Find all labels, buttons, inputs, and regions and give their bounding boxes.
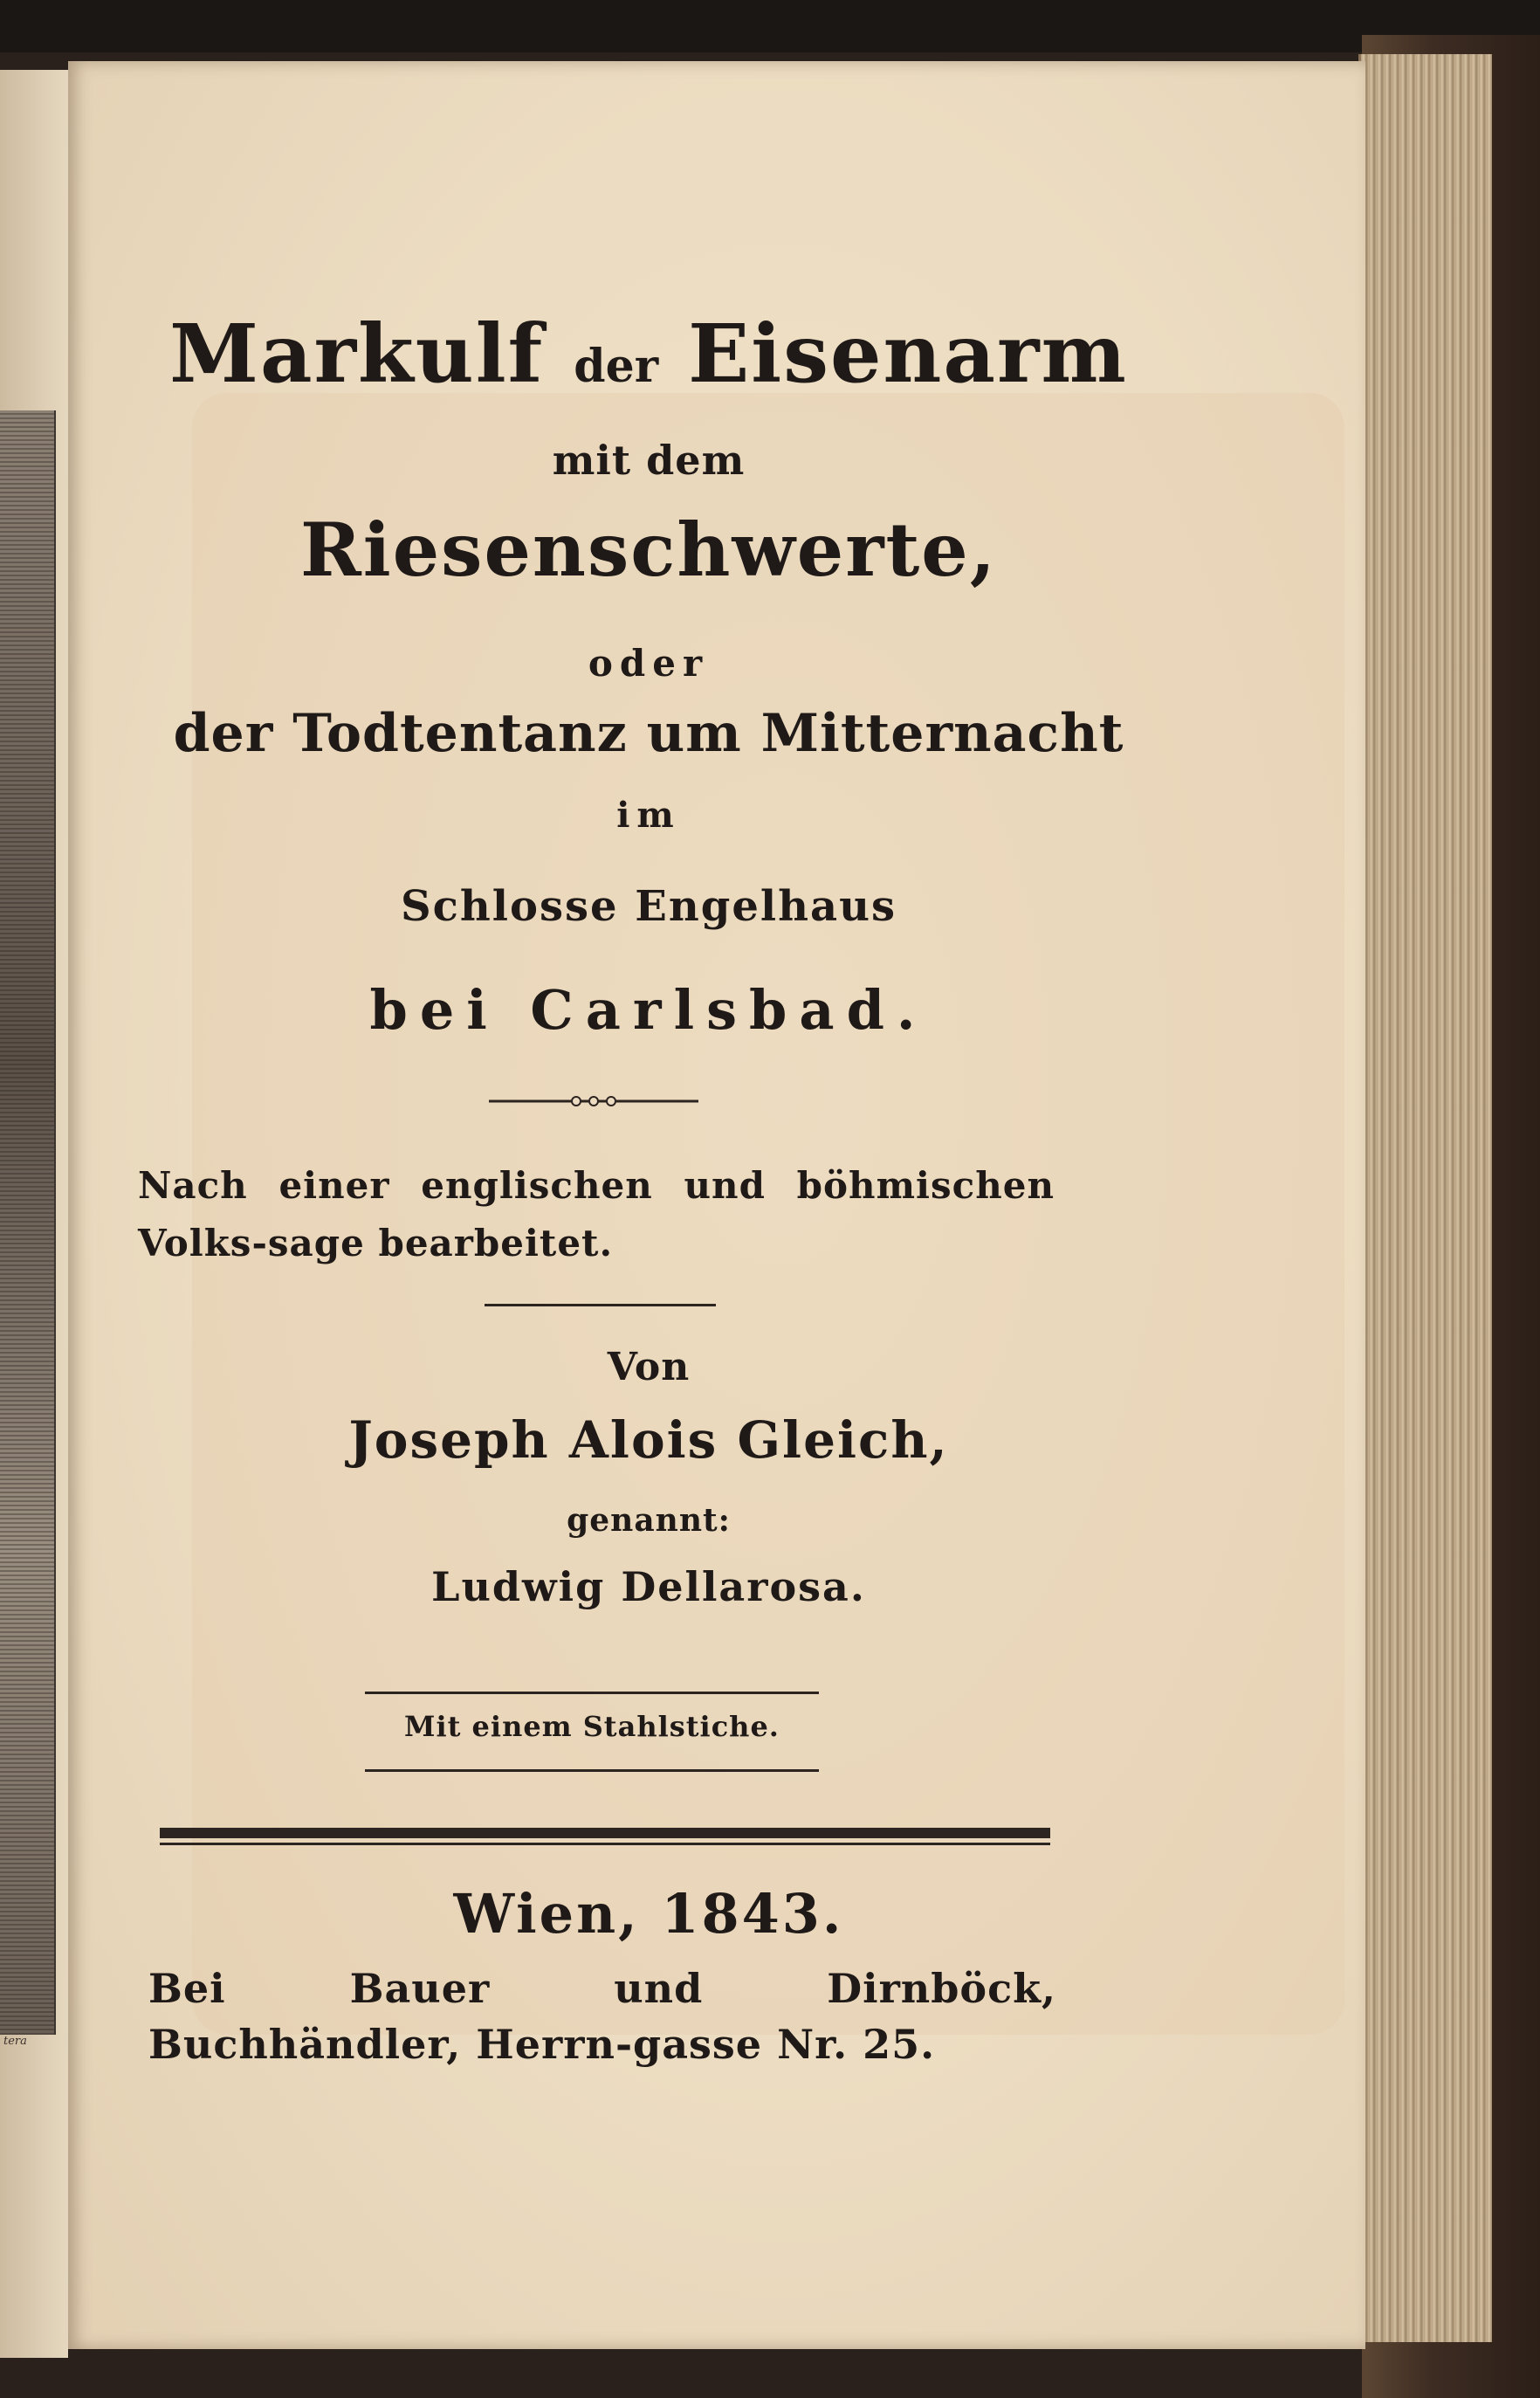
imprint-rule-thin <box>160 1843 1050 1845</box>
place-and-year: Wien, 1843. <box>453 1882 844 1946</box>
left-page <box>0 70 68 2358</box>
title-oder: oder <box>588 642 710 685</box>
title-word-1: Markulf <box>169 307 545 401</box>
frontispiece-engraving <box>0 410 56 2035</box>
title-im: im <box>616 795 681 836</box>
castle-name: Schlosse Engelhaus <box>400 882 897 931</box>
source-note: Nach einer englischen und böhmischen Volks-sage bearbeitet. <box>138 1164 1055 1264</box>
title-word-2: Eisenarm <box>688 307 1128 401</box>
engraving-note-box <box>365 1692 819 1772</box>
title-subline: Riesenschwerte, <box>300 506 997 593</box>
divider-rule <box>485 1304 716 1306</box>
title-article: der <box>574 340 659 393</box>
publisher-imprint: Bei Bauer und Dirnböck, Buchhändler, Herrn-gasse Nr. 25. <box>148 1965 1056 2068</box>
imprint-rule-heavy <box>160 1828 1050 1838</box>
city-name: bei Carlsbad. <box>369 978 928 1042</box>
book-title <box>68 307 1229 410</box>
by-label: Von <box>607 1345 691 1389</box>
engraving-note: Mit einem Stahlstiche. <box>404 1710 780 1743</box>
background-top <box>0 0 1540 52</box>
alternate-title: der Todtentanz um Mitternacht <box>173 703 1124 764</box>
author-pseudonym: Ludwig Dellarosa. <box>431 1563 866 1610</box>
page-edges <box>1358 54 1492 2342</box>
ornament-divider <box>489 1096 698 1106</box>
frontispiece-caption: tera <box>3 2035 27 2048</box>
alias-label: genannt: <box>567 1502 731 1539</box>
author-name: Joseph Alois Gleich, <box>348 1410 949 1470</box>
title-line-mit-dem: mit dem <box>552 437 746 484</box>
